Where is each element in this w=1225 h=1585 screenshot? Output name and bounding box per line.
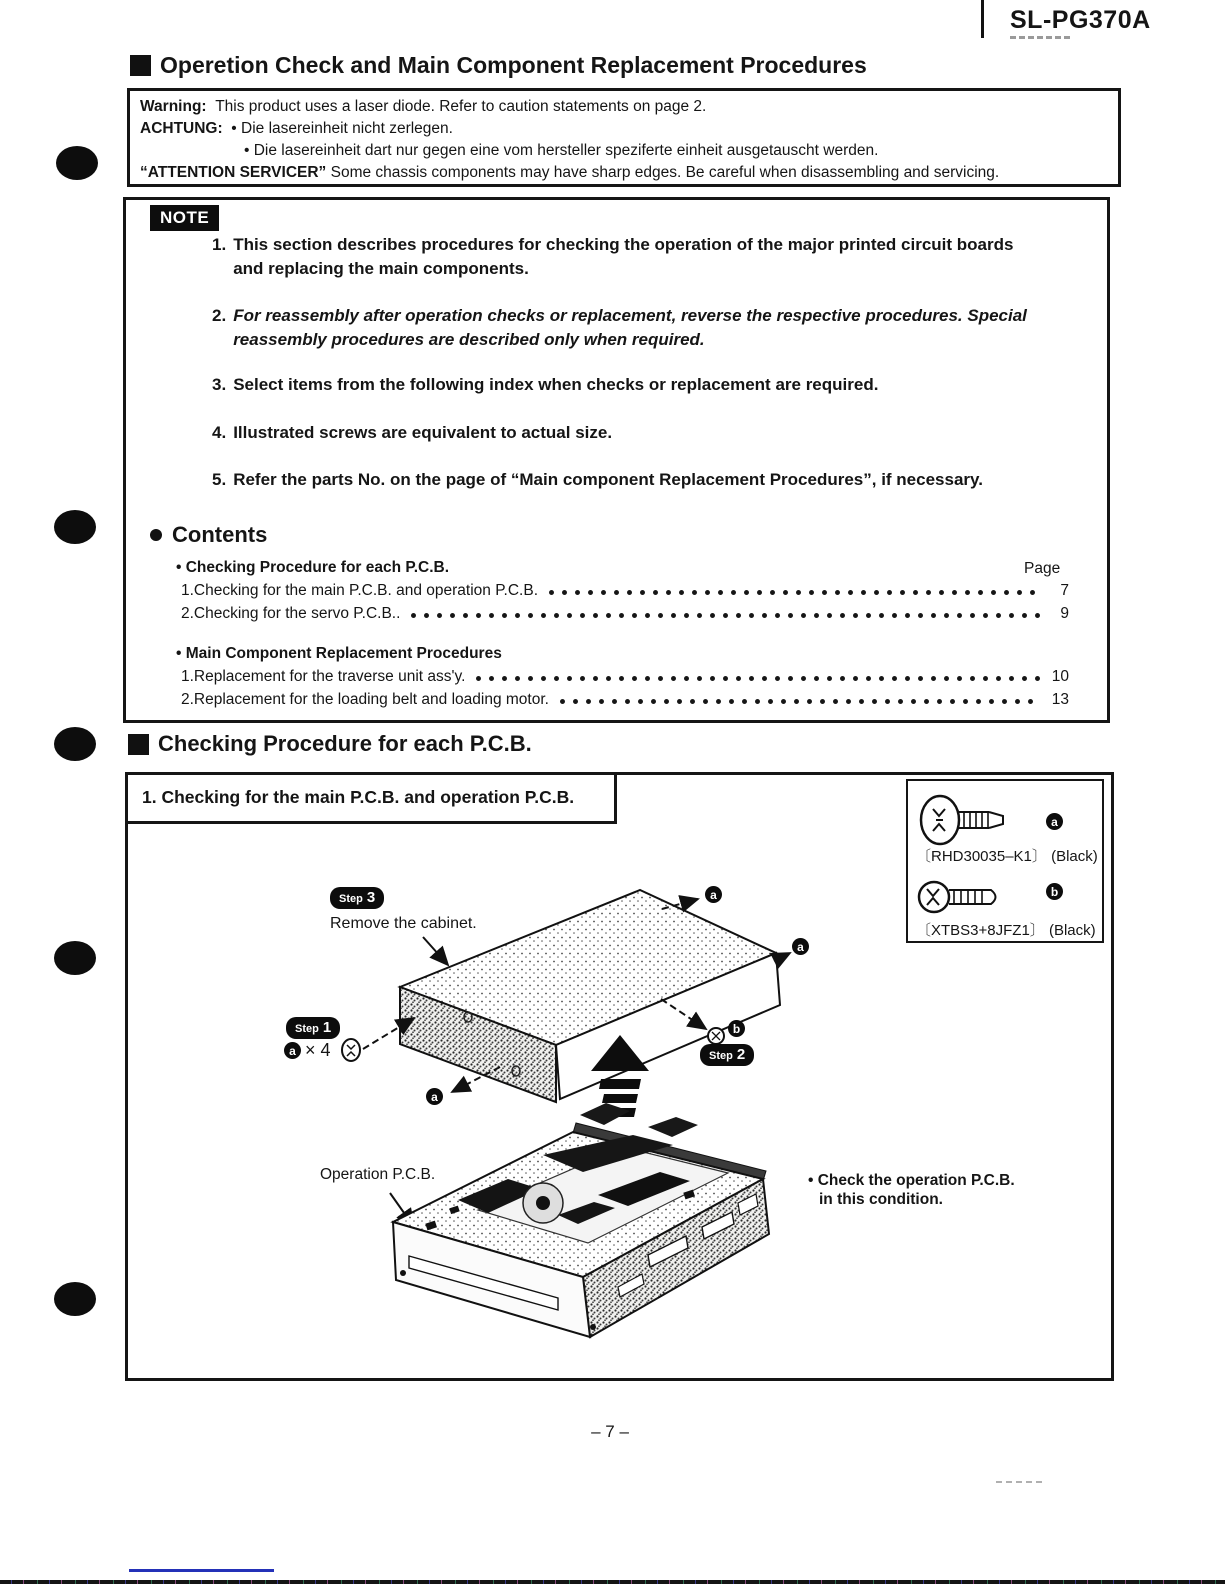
screw-a-icon — [914, 791, 1030, 851]
toc-section-heading: • Checking Procedure for each P.C.B. — [176, 559, 450, 576]
toc-page-label: Page — [1024, 560, 1061, 577]
dot-leader — [559, 697, 1041, 706]
step-3-badge: Step 3 — [330, 887, 384, 909]
scan-artifact-dash — [996, 1481, 1042, 1483]
chassis-drawing — [393, 1103, 769, 1337]
step-3-caption: Remove the cabinet. — [330, 915, 477, 932]
screw-legend — [906, 779, 1104, 943]
note-item: 3. Select items from the following index when checks or replacement are required. — [212, 375, 879, 394]
screw-glyph-step1 — [342, 1039, 360, 1061]
badge-a: a — [1046, 813, 1063, 830]
punch-mark — [54, 727, 96, 761]
step-2-badge: Step 2 — [700, 1044, 754, 1066]
screw-a-part-number: 〔RHD30035–K1〕 (Black) — [916, 848, 1098, 865]
diagram-title: 1. Checking for the main P.C.B. and operation P.C.B. — [125, 772, 617, 824]
toc-page-number: 9 — [1060, 605, 1069, 622]
warning-line-2: ACHTUNG: • Die lasereinheit nicht zerlegen. — [140, 120, 453, 137]
warning-line-4: “ATTENTION SERVICER” Some chassis components may have sharp edges. Be careful when disassembling and servicing. — [140, 164, 1000, 181]
badge-b: b — [1046, 883, 1063, 900]
toc-section-heading: • Main Component Replacement Procedures — [176, 645, 502, 662]
note-item: 1. This section describes procedures for checking the operation of the major printed circuit boards and replacing the main components. — [212, 235, 1014, 278]
step-1-badge: Step 1 — [286, 1017, 340, 1039]
square-bullet-icon — [130, 55, 151, 76]
punch-mark — [54, 941, 96, 975]
punch-mark — [54, 510, 96, 544]
footer-underline — [129, 1569, 274, 1572]
toc-page-number: 7 — [1060, 582, 1069, 599]
dot-leader — [475, 674, 1041, 683]
check-note: • Check the operation P.C.B. in this condition. — [808, 1172, 1015, 1208]
scan-artifact-dash — [1010, 36, 1070, 39]
toc-page-number: 10 — [1051, 668, 1069, 685]
badge-a: a — [792, 938, 809, 955]
punch-mark — [56, 146, 98, 180]
warning-box — [127, 88, 1121, 187]
bullet-icon — [150, 529, 162, 541]
contents-heading: Contents — [150, 522, 267, 548]
note-item: 2. For reassembly after operation checks or replacement, reverse the respective procedures. Special reassembly procedures are described only when required. — [212, 306, 1027, 349]
square-bullet-icon — [128, 734, 149, 755]
note-box — [123, 197, 1110, 723]
punch-mark — [54, 1282, 96, 1316]
page-number: – 7 – — [591, 1422, 629, 1441]
toc-row: 1.Checking for the main P.C.B. and operation P.C.B. 7 — [181, 582, 1069, 599]
operation-pcb-label: Operation P.C.B. — [320, 1166, 436, 1183]
screw-b-part-number: 〔XTBS3+8JFZ1〕 (Black) — [916, 922, 1096, 939]
note-item: 5. Refer the parts No. on the page of “Main component Replacement Procedures”, if necessary. — [212, 470, 983, 489]
section-heading: Checking Procedure for each P.C.B. — [128, 731, 532, 757]
badge-b: b — [728, 1020, 745, 1037]
screw-b-icon — [914, 875, 1018, 919]
dot-leader — [548, 588, 1041, 597]
badge-a: a — [705, 886, 722, 903]
diagram-panel — [125, 772, 1114, 1381]
screw-glyph-step2 — [708, 1028, 724, 1044]
badge-a: a — [284, 1042, 301, 1059]
badge-a: a — [426, 1088, 443, 1105]
note-item: 4. Illustrated screws are equivalent to actual size. — [212, 423, 613, 442]
step-1-screw-quantity: a × 4 — [284, 1040, 331, 1061]
dot-leader — [410, 611, 1041, 620]
model-number: SL-PG370A — [1010, 6, 1151, 34]
scan-edge-artifact — [0, 1580, 1225, 1584]
header-divider — [981, 0, 984, 38]
warning-line-3: • Die lasereinheit dart nur gegen eine vom hersteller speziferte einheit ausgetauscht werden. — [244, 142, 879, 159]
note-badge: NOTE — [150, 205, 219, 231]
toc-page-number: 13 — [1051, 691, 1069, 708]
toc-row: 1.Replacement for the traverse unit ass'y. 10 — [181, 668, 1069, 685]
page-title: Operetion Check and Main Component Replacement Procedures — [130, 52, 867, 79]
toc-row: 2.Replacement for the loading belt and loading motor. 13 — [181, 691, 1069, 708]
toc-row: 2.Checking for the servo P.C.B.. 9 — [181, 605, 1069, 622]
warning-line-1: Warning: This product uses a laser diode. Refer to caution statements on page 2. — [140, 98, 707, 115]
